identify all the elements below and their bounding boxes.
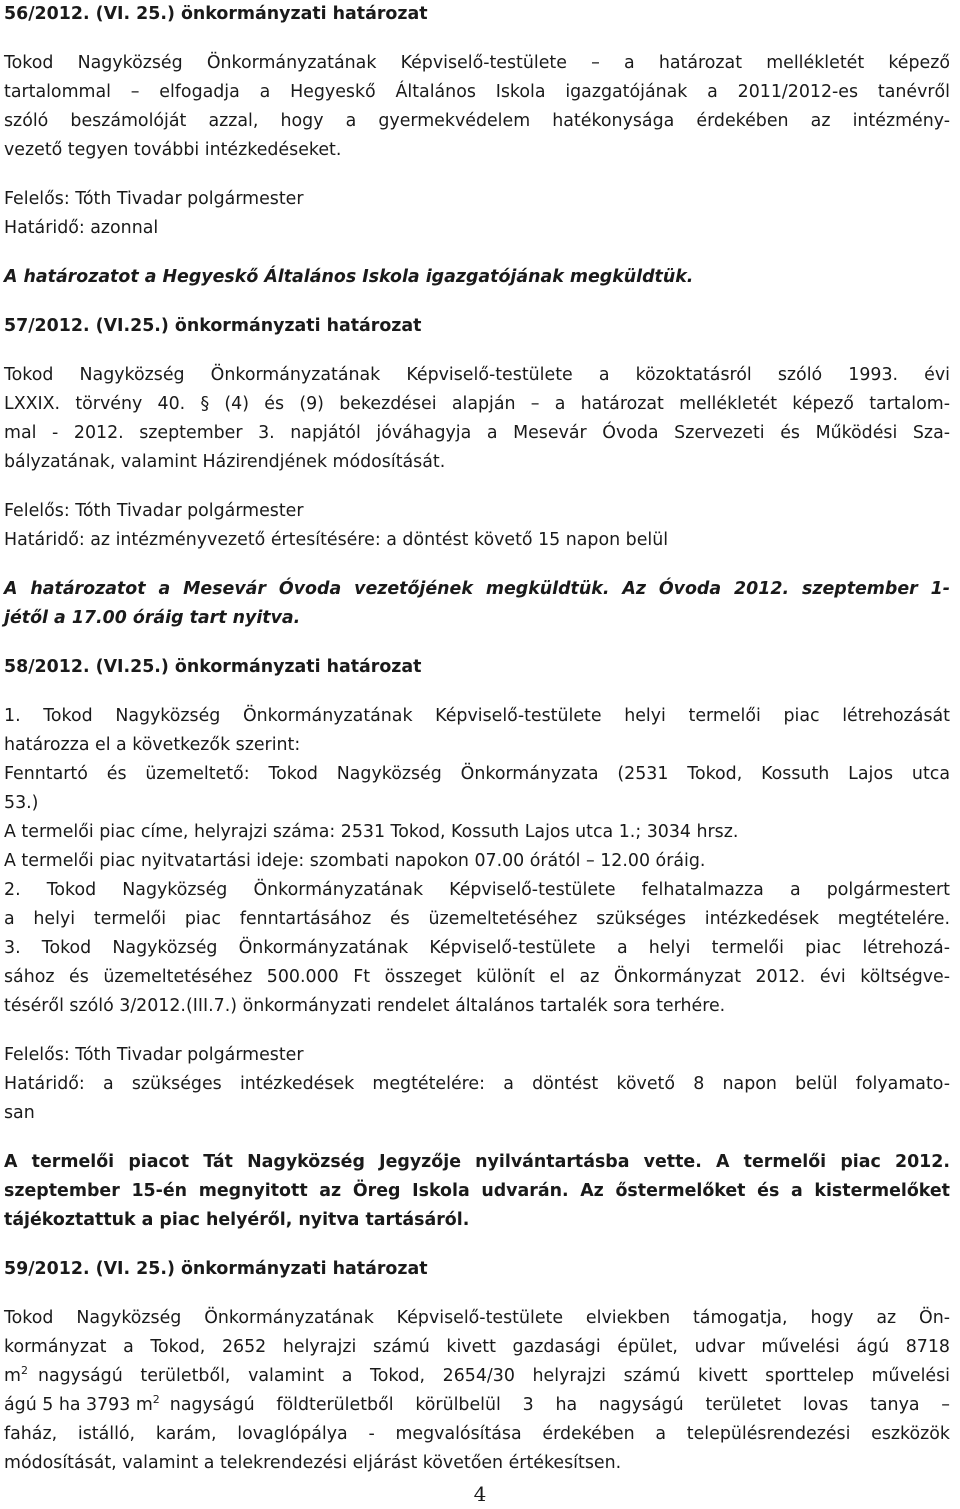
resolution-57-note-line: A határozatot a Mesevár Óvoda vezetőjének megküldtük. Az Óvoda 2012. szeptember 1- xyxy=(4,579,950,599)
resolution-58-note-line: tájékoztattuk a piac helyéről, nyitva tartásáról. xyxy=(4,1210,470,1230)
resolution-58-text-line: 3. Tokod Nagyközség Önkormányzatának Képviselő-testülete a helyi termelői piac létrehozá- xyxy=(4,938,950,958)
unit-sup: 2 xyxy=(20,1364,28,1378)
resolution-58-text-line: Fenntartó és üzemeltető: Tokod Nagyközség Önkormányzata (2531 Tokod, Kossuth Lajos utca xyxy=(4,764,950,784)
resolution-59-line-part: nagyságú földterületből körülbelül 3 ha nagyságú területet lovas tanya – xyxy=(169,1395,950,1415)
area-prefix: ágú 5 ha 3793 xyxy=(4,1395,131,1415)
resolution-57-text-line: Tokod Nagyközség Önkormányzatának Képviselő-testülete a közoktatásról szóló 1993. évi xyxy=(4,365,950,385)
resolution-58-text-line: téséről szóló 3/2012.(III.7.) önkormányzati rendelet általános tartalék sora terhére. xyxy=(4,996,726,1016)
resolution-59-text-line: kormányzat a Tokod, 2652 helyrajzi számú kivett gazdasági épület, udvar művelési ágú 8718 xyxy=(4,1337,950,1357)
resolution-58-text-line: 2. Tokod Nagyközség Önkormányzatának Képviselő-testülete felhatalmazza a polgármestert xyxy=(4,880,950,900)
resolution-56-text-line: szóló beszámolóját azzal, hogy a gyermekvédelem hatékonysága érdekében az intézmény- xyxy=(4,111,950,131)
resolution-56-text-line: tartalommal – elfogadja a Hegyeskő Általános Iskola igazgatójának a 2011/2012-es tanévről xyxy=(4,82,950,102)
unit-sup: 2 xyxy=(152,1393,160,1407)
resolution-56-note: A határozatot a Hegyeskő Általános Iskola igazgatójának megküldtük. xyxy=(4,267,694,287)
resolution-58-note-line: A termelői piacot Tát Nagyközség Jegyzője nyilvántartásba vette. A termelői piac 2012. xyxy=(4,1152,950,1172)
resolution-59-text-line xyxy=(4,1362,950,1391)
resolution-57-text-line: LXXIX. törvény 40. § (4) és (9) bekezdései alapján – a határozat mellékletét képező tartalom- xyxy=(4,394,950,414)
resolution-58-text-line: a helyi termelői piac fenntartásához és üzemeltetéséhez szükséges intézkedések megtételére. xyxy=(4,909,950,929)
page-number: 4 xyxy=(473,1482,487,1506)
resolution-59-text-line: faház, istálló, karám, lovaglópálya - megvalósítása érdekében a településrendezési eszközök xyxy=(4,1424,950,1444)
resolution-57-responsible: Felelős: Tóth Tivadar polgármester xyxy=(4,501,304,521)
resolution-58-note-line: szeptember 15-én megnyitott az Öreg Iskola udvarán. Az őstermelőket és a kistermelőket xyxy=(4,1181,950,1201)
resolution-59-text-line: Tokod Nagyközség Önkormányzatának Képviselő-testülete elviekben támogatja, hogy az Ön- xyxy=(4,1308,950,1328)
resolution-58-deadline-line: Határidő: a szükséges intézkedések megtételére: a döntést követő 8 napon belül folyamato- xyxy=(4,1074,950,1094)
resolution-58-text-line: 53.) xyxy=(4,793,39,813)
resolution-57-text-line: bályzatának, valamint Házirendjének módosítását. xyxy=(4,452,446,472)
resolution-56-text-line: vezető tegyen további intézkedéseket. xyxy=(4,140,342,160)
resolution-59-text-line xyxy=(4,1391,950,1420)
resolution-58-text-line: A termelői piac nyitvatartási ideje: szombati napokon 07.00 órától – 12.00 óráig. xyxy=(4,851,706,871)
resolution-57-deadline: Határidő: az intézményvezető értesítésére: a döntést követő 15 napon belül xyxy=(4,530,669,550)
resolution-57-note-line: jétől a 17.00 óráig tart nyitva. xyxy=(4,608,301,628)
resolution-58-text-line: határozza el a következők szerint: xyxy=(4,735,301,755)
document-page xyxy=(4,0,950,1478)
resolution-59-heading: 59/2012. (VI. 25.) önkormányzati határozat xyxy=(4,1259,428,1279)
resolution-59-text-line: módosítását, valamint a telekrendezési eljárást követően értékesítsen. xyxy=(4,1453,622,1473)
resolution-57-text-line: mal - 2012. szeptember 3. napjától jóváhagyja a Mesevár Óvoda Szervezeti és Működési Sza- xyxy=(4,423,950,443)
unit-m: m xyxy=(135,1395,153,1415)
resolution-58-heading: 58/2012. (VI.25.) önkormányzati határozat xyxy=(4,657,422,677)
unit-m: m xyxy=(4,1366,21,1386)
resolution-58-responsible: Felelős: Tóth Tivadar polgármester xyxy=(4,1045,304,1065)
resolution-58-text-line: A termelői piac címe, helyrajzi száma: 2531 Tokod, Kossuth Lajos utca 1.; 3034 hrsz. xyxy=(4,822,739,842)
resolution-59-line-part: nagyságú területből, valamint a Tokod, 2654/30 helyrajzi számú kivett sporttelep művelési xyxy=(37,1366,950,1386)
resolution-58-deadline-line: san xyxy=(4,1103,35,1123)
resolution-57-heading: 57/2012. (VI.25.) önkormányzati határozat xyxy=(4,316,422,336)
resolution-58-text-line: sához és üzemeltetéséhez 500.000 Ft összeget különít el az Önkormányzat 2012. évi költségve- xyxy=(4,967,950,987)
resolution-56-heading: 56/2012. (VI. 25.) önkormányzati határozat xyxy=(4,4,428,24)
resolution-56-deadline: Határidő: azonnal xyxy=(4,218,159,238)
resolution-58-text-line: 1. Tokod Nagyközség Önkormányzatának Képviselő-testülete helyi termelői piac létrehozását xyxy=(4,706,950,726)
resolution-56-text-line: Tokod Nagyközség Önkormányzatának Képviselő-testülete – a határozat mellékletét képező xyxy=(4,53,950,73)
resolution-56-responsible: Felelős: Tóth Tivadar polgármester xyxy=(4,189,304,209)
